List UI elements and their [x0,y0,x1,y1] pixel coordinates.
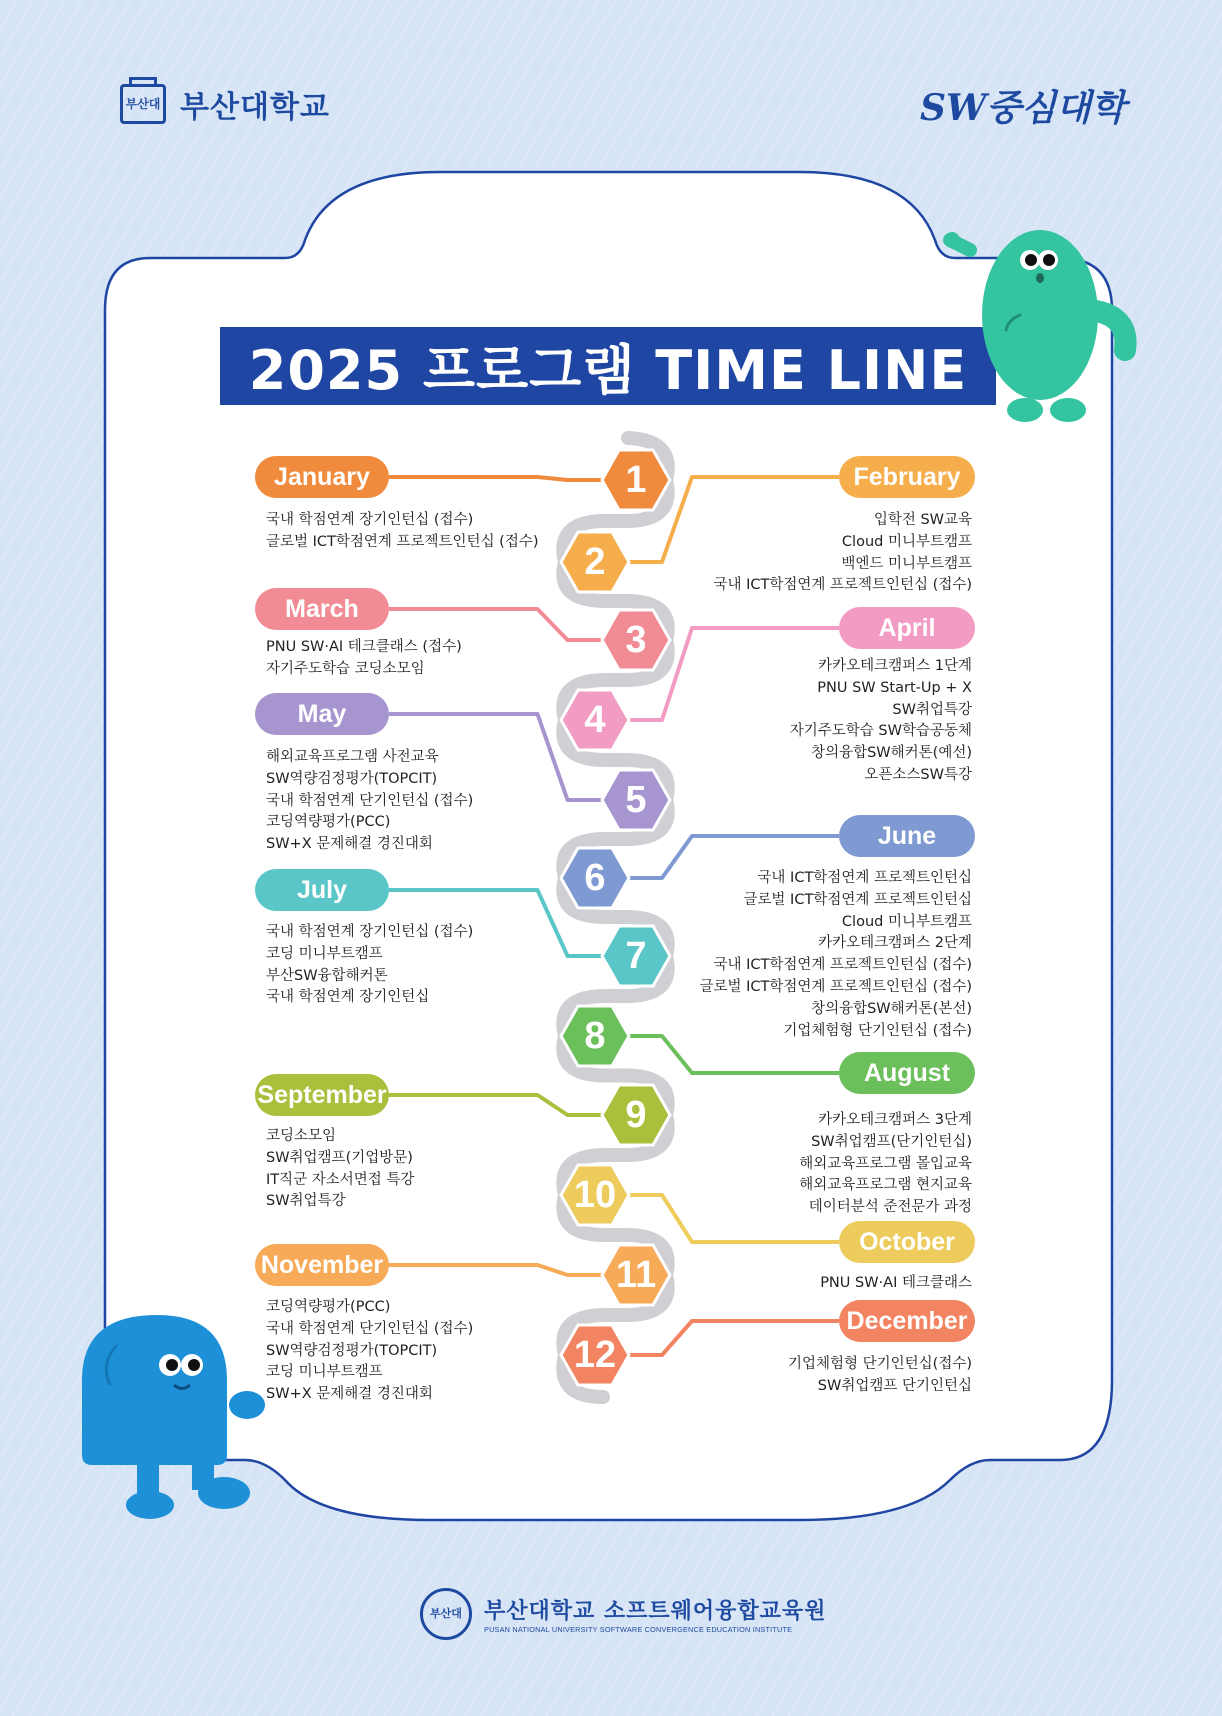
program-item: 국내 학점연계 장기인턴십 [266,989,430,1006]
page-title: 2025 프로그램 TIME LINE [220,327,996,405]
program-item: 오픈소스SW특강 [864,766,972,783]
program-item: IT직군 자소서면접 특강 [266,1171,415,1188]
month-label-march: March [255,588,389,630]
institute-name: 부산대학교 소프트웨어융합교육원 [484,1599,827,1624]
program-item: 카카오테크캠퍼스 1단계 [818,658,972,674]
program-item: 국내 ICT학점연계 프로젝트인턴십 [757,870,972,886]
program-list-march [266,637,462,681]
program-item: 카카오테크캠퍼스 2단계 [818,935,972,952]
program-item: 글로벌 ICT학점연계 프로젝트인턴십 (접수) [266,533,539,550]
program-item: 코딩 미니부트캠프 [266,945,383,962]
program-item: SW+X 문제해결 경진대회 [266,836,433,853]
program-item: Cloud 미니부트캠프 [841,533,972,550]
program-item: PNU SW Start-Up + X [817,679,972,696]
program-item: SW역량검정평가(TOPCIT) [266,1342,438,1359]
month-label-november: November [255,1244,389,1286]
program-item: 국내 ICT학점연계 프로젝트인턴십 (접수) [713,577,972,594]
step-number: 8 [584,1014,606,1057]
green-mascot-icon [940,220,1140,435]
program-item: 글로벌 ICT학점연계 프로젝트인턴십 [743,891,972,908]
program-list-october [820,1273,972,1295]
step-number: 5 [625,778,647,821]
step-number: 11 [615,1253,657,1296]
month-label-january: January [255,456,389,498]
month-label-may: May [255,693,389,735]
program-item: 국내 ICT학점연계 프로젝트인턴십 (접수) [713,957,972,974]
program-item: 해외교육프로그램 현지교육 [799,1177,972,1194]
program-item: 창의융합SW해커톤(예선) [811,745,972,762]
program-item: SW취업캠프(단기인턴십) [811,1133,972,1150]
month-label-december: December [839,1300,975,1342]
blue-mascot-icon [62,1305,272,1535]
step-number: 3 [625,618,647,661]
connector-march [389,609,606,640]
step-number: 7 [625,934,647,977]
month-label-june: June [839,815,975,857]
connector-september [389,1095,606,1115]
step-number: 1 [625,458,647,501]
program-item: 국내 학점연계 장기인턴십 (접수) [266,924,474,940]
program-list-july [266,922,473,1009]
program-item: 국내 학점연계 단기인턴십 (접수) [266,792,474,809]
program-item: 코딩소모임 [266,1128,337,1144]
connector-november [389,1265,606,1275]
program-item: 카카오테크캠퍼스 3단계 [818,1112,972,1128]
university-name: 부산대학교 [180,90,330,125]
program-item: PNU SW·AI 테크클래스 (접수) [266,639,462,655]
program-list-january [266,510,539,554]
program-item: SW취업특강 [892,701,972,718]
month-label-july: July [255,869,389,911]
program-list-april [790,656,972,787]
program-item: SW+X 문제해결 경진대회 [266,1386,433,1403]
program-item: 코딩역량평가(PCC) [266,1299,391,1315]
program-item: 기업체험형 단기인턴십 (접수) [783,1022,972,1039]
institute-name-en: PUSAN NATIONAL UNIVERSITY SOFTWARE CONVERGENCE EDUCATION INSTITUTE [484,1625,793,1634]
program-item: SW취업특강 [266,1193,346,1210]
program-item: 데이터분석 준전문가 과정 [808,1199,972,1216]
program-item: 백엔드 미니부트캠프 [841,555,972,572]
program-list-august [799,1110,972,1219]
step-number: 10 [573,1173,617,1216]
program-item: 자기주도학습 코딩소모임 [266,660,425,677]
step-number: 4 [584,698,606,741]
program-item: 코딩역량평가(PCC) [266,814,391,831]
program-list-september [266,1126,414,1213]
step-number: 6 [584,856,606,899]
program-item: 입학전 SW교육 [873,512,972,528]
program-item: 국내 학점연계 단기인턴십 (접수) [266,1320,474,1337]
program-item: SW취업캠프 단기인턴십 [817,1377,972,1394]
program-list-june [699,868,972,1042]
month-label-october: October [839,1221,975,1263]
step-number: 9 [625,1093,647,1136]
program-item: SW취업캠프(기업방문) [266,1149,413,1166]
program-item: 부산SW융합해커톤 [266,967,388,984]
program-item: 해외교육프로그램 사전교육 [266,749,439,765]
program-item: 해외교육프로그램 몰입교육 [799,1155,972,1172]
program-list-may [266,747,473,856]
month-label-september: September [255,1074,389,1116]
program-item: Cloud 미니부트캠프 [841,913,972,930]
institute-seal-icon: 부산대 [420,1588,472,1640]
connector-december [625,1321,839,1355]
step-number: 2 [584,540,606,583]
sw-centric-logo: SW중심대학 [920,87,1126,129]
connector-january [389,477,606,480]
program-list-december [788,1354,972,1398]
month-label-february: February [839,456,975,498]
program-item: 글로벌 ICT학점연계 프로젝트인턴십 (접수) [699,978,972,995]
program-item: 국내 학점연계 장기인턴십 (접수) [266,512,474,528]
program-item: 자기주도학습 SW학습공동체 [789,723,972,740]
program-item: 코딩 미니부트캠프 [266,1364,383,1381]
program-list-november [266,1297,473,1406]
program-list-february [713,510,972,597]
program-item: 창의융합SW해커톤(본선) [811,1000,972,1017]
step-number: 12 [573,1333,617,1376]
university-crest-icon: 부산대 [120,84,166,124]
program-item: PNU SW·AI 테크클래스 [820,1275,972,1291]
month-label-august: August [839,1052,975,1094]
program-item: 기업체험형 단기인턴십(접수) [787,1356,972,1372]
month-label-april: April [839,607,975,649]
program-item: SW역량검정평가(TOPCIT) [266,770,438,787]
footer-institute[interactable] [420,1588,826,1640]
